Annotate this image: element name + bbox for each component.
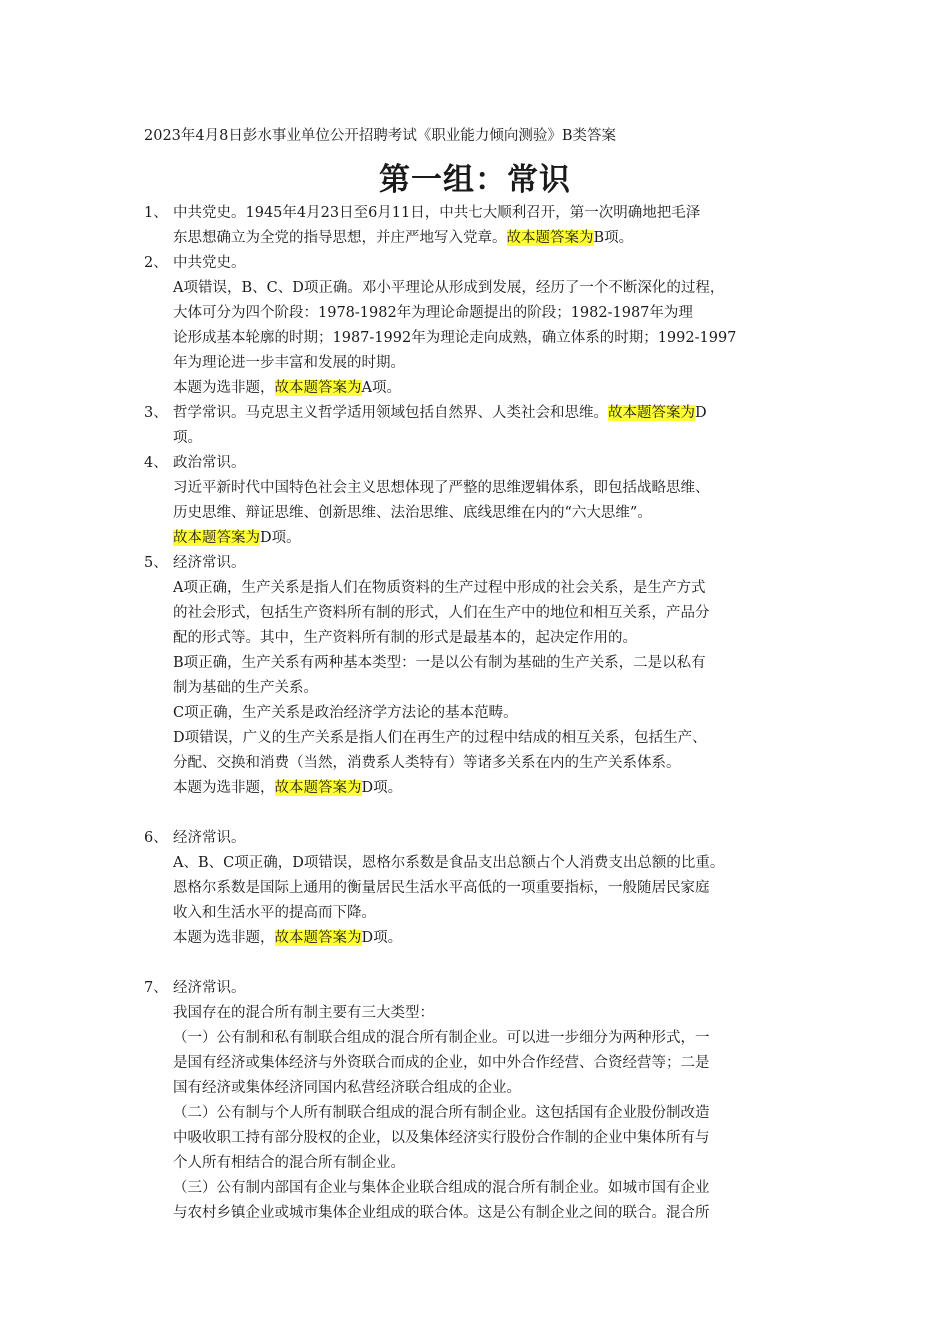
section-title: 第一组：常识 xyxy=(379,162,571,198)
text-segment: 经济常识。 xyxy=(173,830,246,846)
text-line xyxy=(173,1151,814,1176)
text-line xyxy=(173,351,814,376)
question-item xyxy=(144,201,814,251)
text-line xyxy=(173,276,814,301)
question-number: 7、 xyxy=(144,980,168,996)
document-header: 2023年4月8日彭水事业单位公开招聘考试《职业能力倾向测验》B类答案 xyxy=(144,128,617,144)
text-segment: 哲学常识。马克思主义哲学适用领域包括自然界、人类社会和思维。 xyxy=(173,405,608,421)
question-body xyxy=(173,201,814,251)
text-segment: 与农村乡镇企业或城市集体企业组成的联合体。这是公有制企业之间的联合。混合所 xyxy=(173,1205,710,1221)
text-segment: 中吸收职工持有部分股权的企业，以及集体经济实行股份合作制的企业中集体所有与 xyxy=(173,1130,710,1146)
question-item xyxy=(144,976,814,1226)
text-segment: 分配、交换和消费（当然，消费系人类特有）等诸多关系在内的生产关系体系。 xyxy=(173,755,681,771)
text-segment: B项。 xyxy=(593,230,634,246)
text-segment: D项。 xyxy=(361,930,403,946)
blank-line xyxy=(144,951,814,976)
text-line xyxy=(173,226,814,251)
text-line xyxy=(173,876,814,901)
text-segment: 大体可分为四个阶段：1978-1982年为理论命题提出的阶段；1982-1987年为理 xyxy=(173,305,693,321)
text-segment: 国有经济或集体经济同国内私营经济联合组成的企业。 xyxy=(173,1080,521,1096)
question-item xyxy=(144,451,814,551)
text-segment: 的社会形式，包括生产资料所有制的形式，人们在生产中的地位和相互关系，产品分 xyxy=(173,605,710,621)
text-line xyxy=(173,476,814,501)
text-line xyxy=(173,651,814,676)
text-segment: 本题为选非题， xyxy=(173,380,275,396)
text-segment: 我国存在的混合所有制主要有三大类型： xyxy=(173,1005,434,1021)
text-segment: A、B、C项正确，D项错误，恩格尔系数是食品支出总额占个人消费支出总额的比重。 xyxy=(173,855,725,871)
text-line xyxy=(173,1076,814,1101)
text-line xyxy=(173,576,814,601)
text-line xyxy=(173,426,814,451)
answer-highlight: 故本题答案为 xyxy=(506,230,594,246)
question-item xyxy=(144,551,814,801)
text-segment: 经济常识。 xyxy=(173,555,246,571)
text-segment: 项。 xyxy=(173,430,202,446)
question-body xyxy=(173,551,814,801)
question-item xyxy=(144,401,814,451)
question-number: 2、 xyxy=(144,255,168,271)
text-segment: 恩格尔系数是国际上通用的衡量居民生活水平高低的一项重要指标，一般随居民家庭 xyxy=(173,880,710,896)
text-line xyxy=(173,1051,814,1076)
question-body xyxy=(173,251,814,401)
text-segment: 是国有经济或集体经济与外资联合而成的企业，如中外合作经营、合资经营等；二是 xyxy=(173,1055,710,1071)
question-number: 3、 xyxy=(144,405,168,421)
text-segment: A项。 xyxy=(361,380,401,396)
text-line xyxy=(173,701,814,726)
text-segment: A项正确，生产关系是指人们在物质资料的生产过程中形成的社会关系，是生产方式 xyxy=(173,580,706,596)
text-segment: 年为理论进一步丰富和发展的时期。 xyxy=(173,355,405,371)
question-body xyxy=(173,401,814,451)
answer-highlight: 故本题答案为 xyxy=(274,380,362,396)
text-segment: 政治常识。 xyxy=(173,455,246,471)
text-line xyxy=(173,376,814,401)
text-line xyxy=(173,551,814,576)
text-segment: 中共党史。 xyxy=(173,255,246,271)
text-line xyxy=(173,526,814,551)
text-segment: 本题为选非题， xyxy=(173,930,275,946)
blank-line xyxy=(144,801,814,826)
text-line xyxy=(173,501,814,526)
text-segment: A项错误，B、C、D项正确。邓小平理论从形成到发展，经历了一个不断深化的过程， xyxy=(173,280,725,296)
text-line xyxy=(173,751,814,776)
question-body xyxy=(173,451,814,551)
text-line xyxy=(173,401,814,426)
question-list xyxy=(144,201,814,1226)
text-segment: （二）公有制与个人所有制联合组成的混合所有制企业。这包括国有企业股份制改造 xyxy=(173,1105,710,1121)
question-item xyxy=(144,251,814,401)
text-segment: 收入和生活水平的提高而下降。 xyxy=(173,905,376,921)
text-line xyxy=(173,1101,814,1126)
text-segment: 制为基础的生产关系。 xyxy=(173,680,318,696)
text-line xyxy=(173,976,814,1001)
answer-highlight: 故本题答案为 xyxy=(274,930,362,946)
question-number: 1、 xyxy=(144,205,168,221)
text-segment: 历史思维、辩证思维、创新思维、法治思维、底线思维在内的“六大思维”。 xyxy=(173,505,652,521)
answer-highlight: 故本题答案为 xyxy=(608,405,695,421)
text-segment: D项。 xyxy=(361,780,403,796)
text-segment: C项正确，生产关系是政治经济学方法论的基本范畴。 xyxy=(173,705,518,721)
text-segment: B项正确，生产关系有两种基本类型：一是以公有制为基础的生产关系，二是以私有 xyxy=(173,655,706,671)
text-line xyxy=(173,1001,814,1026)
text-line xyxy=(173,251,814,276)
text-segment: 东思想确立为全党的指导思想，并庄严地写入党章。 xyxy=(173,230,507,246)
question-number: 4、 xyxy=(144,455,168,471)
question-body xyxy=(173,976,814,1226)
text-line xyxy=(173,1176,814,1201)
text-line xyxy=(173,926,814,951)
text-segment: D项。 xyxy=(260,530,301,546)
question-item xyxy=(144,826,814,951)
text-segment: 中共党史。1945年4月23日至6月11日，中共七大顺利召开，第一次明确地把毛泽 xyxy=(173,205,701,221)
answer-highlight: 故本题答案为 xyxy=(274,780,362,796)
text-line xyxy=(173,851,814,876)
question-body xyxy=(173,826,814,951)
text-line xyxy=(173,626,814,651)
text-segment: D项错误，广义的生产关系是指人们在再生产的过程中结成的相互关系，包括生产、 xyxy=(173,730,707,746)
question-number: 6、 xyxy=(144,830,168,846)
text-segment: 论形成基本轮廓的时期；1987-1992年为理论走向成熟，确立体系的时期；1992-1997 xyxy=(173,330,737,346)
text-line xyxy=(173,601,814,626)
text-line xyxy=(173,1126,814,1151)
answer-highlight: 故本题答案为 xyxy=(173,530,260,546)
text-segment: D xyxy=(695,405,707,421)
text-segment: （三）公有制内部国有企业与集体企业联合组成的混合所有制企业。如城市国有企业 xyxy=(173,1180,710,1196)
text-line xyxy=(173,451,814,476)
text-line xyxy=(173,301,814,326)
text-line xyxy=(173,726,814,751)
text-segment: （一）公有制和私有制联合组成的混合所有制企业。可以进一步细分为两种形式，一 xyxy=(173,1030,710,1046)
text-segment: 配的形式等。其中，生产资料所有制的形式是最基本的，起决定作用的。 xyxy=(173,630,637,646)
text-line xyxy=(173,201,814,226)
text-line xyxy=(173,1201,814,1226)
text-segment: 经济常识。 xyxy=(173,980,246,996)
text-line xyxy=(173,776,814,801)
text-segment: 个人所有相结合的混合所有制企业。 xyxy=(173,1155,405,1171)
text-line xyxy=(173,676,814,701)
text-segment: 本题为选非题， xyxy=(173,780,275,796)
text-segment: 习近平新时代中国特色社会主义思想体现了严整的思维逻辑体系，即包括战略思维、 xyxy=(173,480,710,496)
text-line xyxy=(173,1026,814,1051)
text-line xyxy=(173,326,814,351)
text-line xyxy=(173,826,814,851)
text-line xyxy=(173,901,814,926)
question-number: 5、 xyxy=(144,555,168,571)
